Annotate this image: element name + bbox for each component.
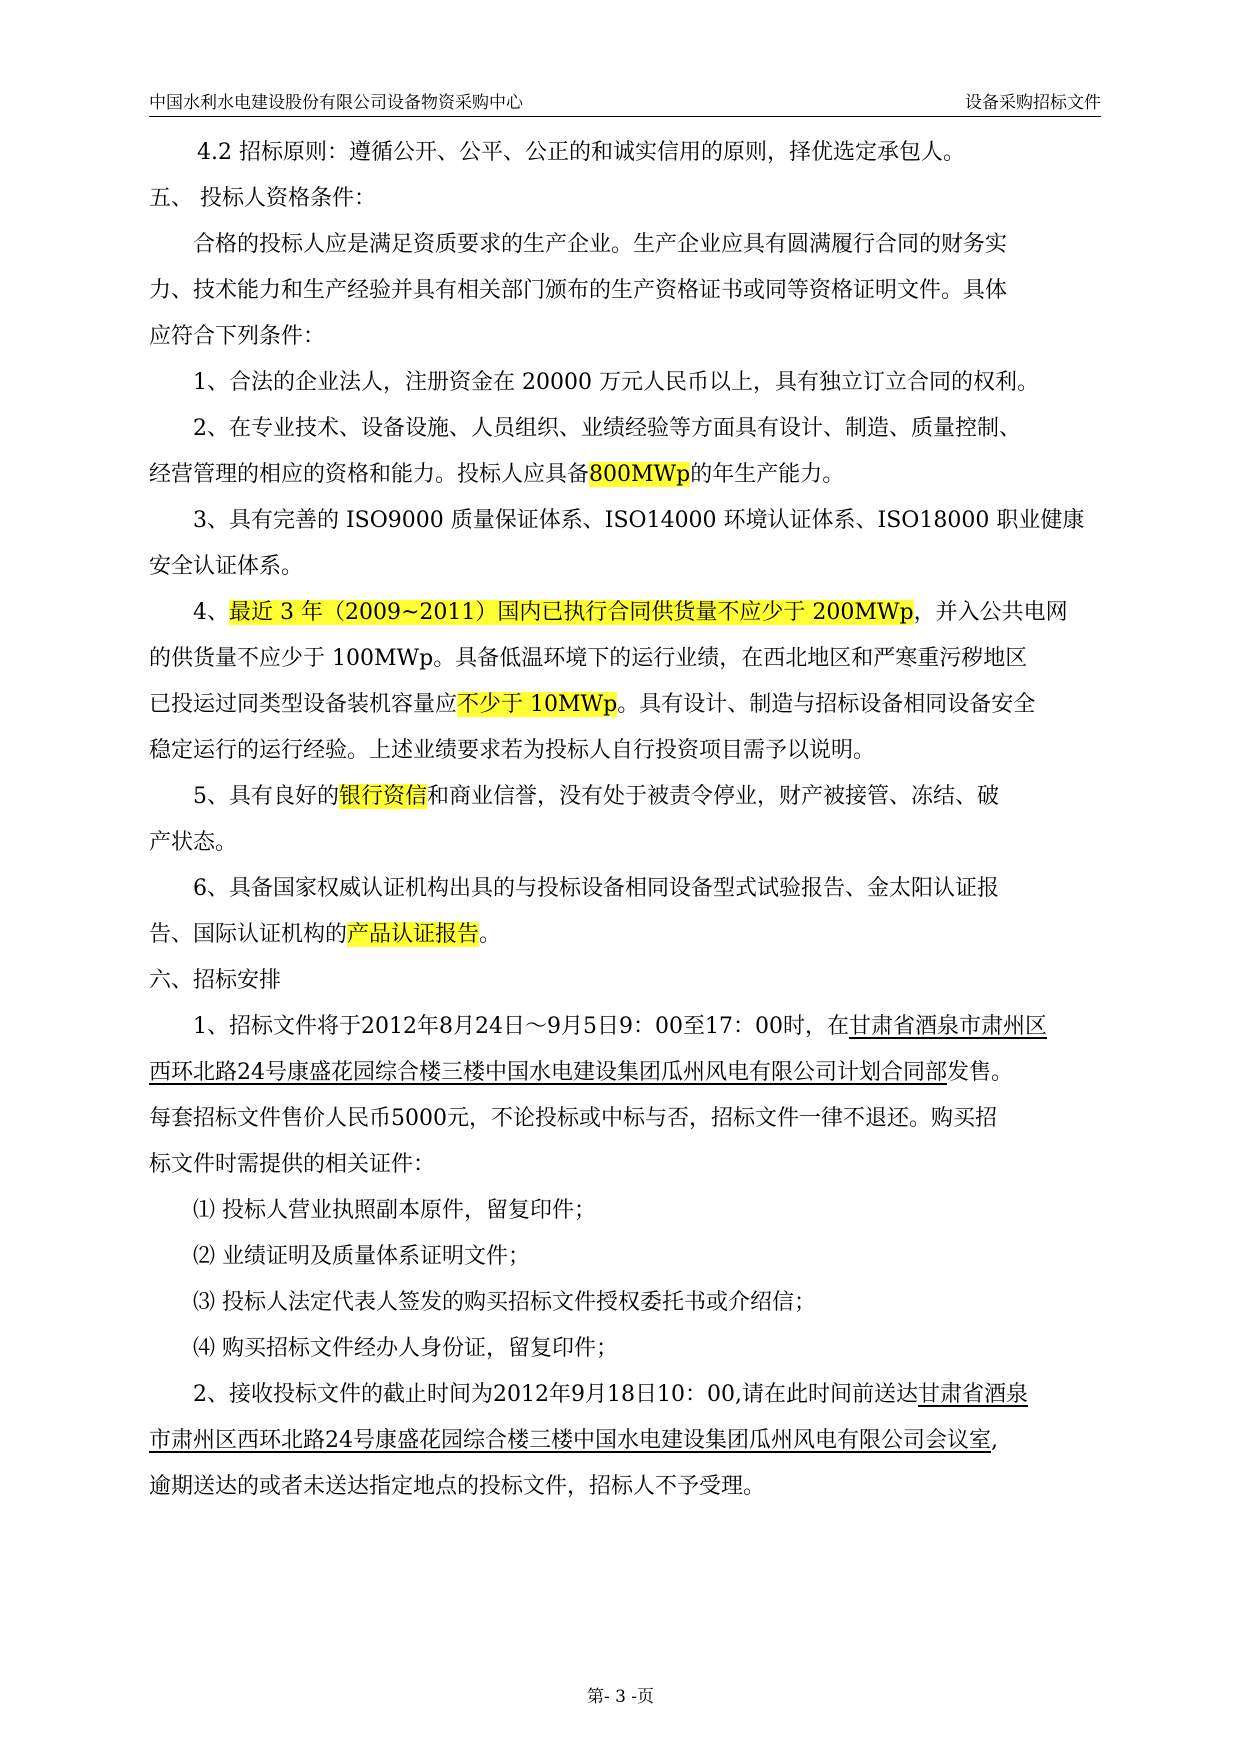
document-item: ⑶ 投标人法定代表人签发的购买招标文件授权委托书或介绍信；: [193, 1290, 816, 1315]
condition-3-line: 3、具有完善的 ISO9000 质量保证体系、ISO14000 环境认证体系、ISO18000 职业健康: [193, 508, 1085, 533]
schedule-2-line: 2、接收投标文件的截止时间为2012年9月18日10：00,请在此时间前送达甘肃省酒泉: [193, 1382, 1028, 1407]
schedule-1-line: 1、招标文件将于2012年8月24日～9月5日9：00至17：00时，在甘肃省酒泉市肃州区: [193, 1014, 1047, 1039]
section-5-heading: 五、 投标人资格条件：: [149, 186, 376, 211]
page-number: 第- 3 -页: [586, 1687, 655, 1707]
principle-paragraph: 4.2 招标原则：遵循公开、公平、公正的和诚实信用的原则，择优选定承包人。: [197, 140, 965, 165]
condition-6-line: 告、国际认证机构的产品认证报告。: [149, 922, 502, 947]
page-header: [149, 86, 1101, 117]
schedule-1-line: 标文件时需提供的相关证件：: [149, 1152, 436, 1177]
highlight-capacity: 800MWp: [589, 462, 691, 487]
schedule-1-line: 西环北路24号康盛花园综合楼三楼中国水电建设集团瓜州风电有限公司计划合同部发售。: [149, 1060, 1014, 1085]
schedule-2-line: 逾期送达的或者未送达指定地点的投标文件，招标人不予受理。: [149, 1474, 766, 1499]
condition-4-line: 的供货量不应少于 100MWp。具备低温环境下的运行业绩，在西北地区和严寒重污秽地区: [149, 646, 1028, 671]
intro-line: 合格的投标人应是满足资质要求的生产企业。生产企业应具有圆满履行合同的财务实: [193, 232, 1008, 257]
document-item: ⑵ 业绩证明及质量体系证明文件；: [193, 1244, 530, 1269]
condition-5-line: 5、具有良好的银行资信和商业信誉，没有处于被责令停业，财产被接管、冻结、破: [193, 784, 1000, 809]
intro-line: 力、技术能力和生产经验并具有相关部门颁布的生产资格证书或同等资格证明文件。具体: [149, 278, 1008, 303]
header-org: 中国水利水电建设股份有限公司设备物资采购中心: [149, 93, 523, 113]
section-6-heading: 六、招标安排: [149, 968, 282, 993]
condition-2-line: 经营管理的相应的资格和能力。投标人应具备800MWp的年生产能力。: [149, 462, 845, 487]
intro-line: 应符合下列条件：: [149, 324, 326, 349]
schedule-2-line: 市肃州区西环北路24号康盛花园综合楼三楼中国水电建设集团瓜州风电有限公司会议室,: [149, 1428, 998, 1453]
condition-4-line: 4、最近 3 年（2009~2011）国内已执行合同供货量不应少于 200MWp，并入公共电网: [193, 600, 1068, 625]
highlight-supply: 最近 3 年（2009~2011）国内已执行合同供货量不应少于 200MWp: [229, 600, 914, 625]
highlight-installed: 不少于 10MWp: [457, 692, 618, 717]
condition-3-line: 安全认证体系。: [149, 554, 304, 579]
sale-address: 西环北路24号康盛花园综合楼三楼中国水电建设集团瓜州风电有限公司计划合同部: [149, 1060, 947, 1085]
document-item: ⑴ 投标人营业执照副本原件，留复印件；: [193, 1198, 596, 1223]
header-doc-type: 设备采购招标文件: [965, 93, 1101, 113]
condition-5-line: 产状态。: [149, 830, 238, 855]
condition-6-line: 6、具备国家权威认证机构出具的与投标设备相同设备型式试验报告、金太阳认证报: [193, 876, 999, 901]
condition-4-line: 已投运过同类型设备装机容量应不少于 10MWp。具有设计、制造与招标设备相同设备安全: [149, 692, 1036, 717]
submission-address: 甘肃省酒泉: [917, 1382, 1028, 1407]
highlight-certification: 产品认证报告: [347, 922, 480, 947]
condition-4-line: 稳定运行的运行经验。上述业绩要求若为投标人自行投资项目需予以说明。: [149, 738, 876, 763]
condition-2-line: 2、在专业技术、设备设施、人员组织、业绩经验等方面具有设计、制造、质量控制、: [193, 416, 1021, 441]
submission-address: 市肃州区西环北路24号康盛花园综合楼三楼中国水电建设集团瓜州风电有限公司会议室: [149, 1428, 991, 1453]
document-body: [149, 130, 1109, 1510]
highlight-credit: 银行资信: [339, 784, 428, 809]
schedule-1-line: 每套招标文件售价人民币5000元，不论投标或中标与否，招标文件一律不退还。购买招: [149, 1106, 997, 1131]
sale-address: 甘肃省酒泉市肃州区: [848, 1014, 1047, 1039]
document-item: ⑷ 购买招标文件经办人身份证，留复印件；: [193, 1336, 618, 1361]
condition-1: 1、合法的企业法人，注册资金在 20000 万元人民币以上，具有独立订立合同的权利。: [193, 370, 1039, 395]
